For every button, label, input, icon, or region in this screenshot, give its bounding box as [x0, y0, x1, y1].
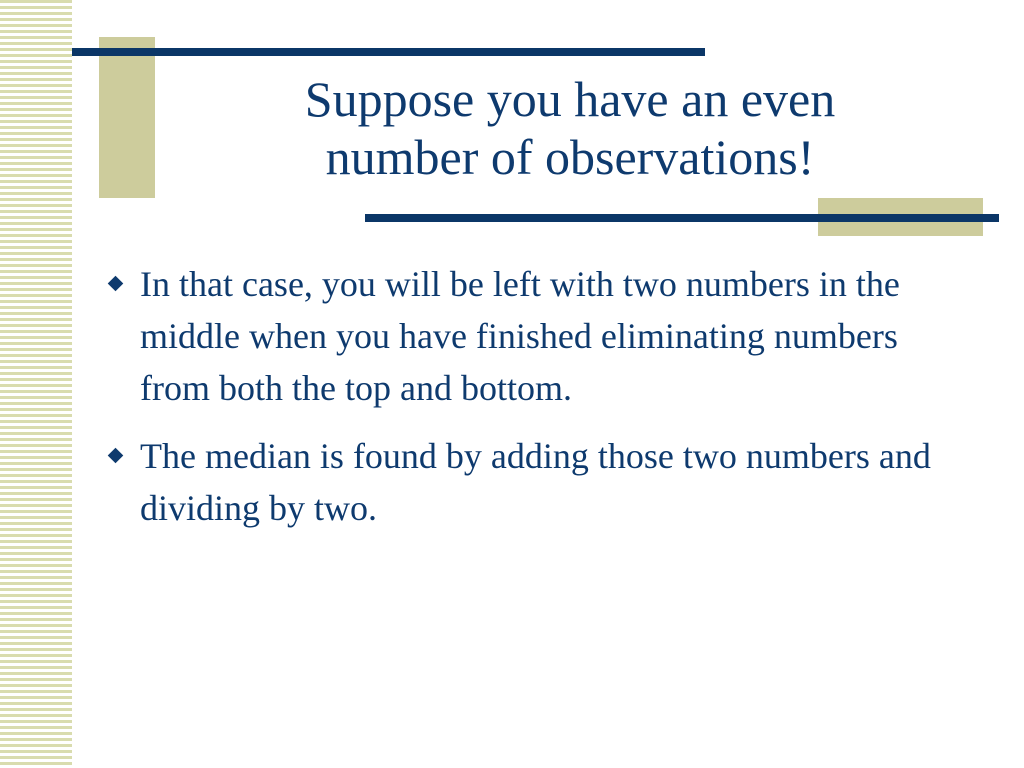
title-rule-top: [72, 48, 705, 56]
accent-block-top: [99, 37, 155, 198]
bullet-item: [100, 430, 960, 534]
left-stripe-decoration: [0, 0, 72, 768]
slide-title-line-1: Suppose you have an even: [304, 71, 836, 127]
bullet-item: [100, 258, 960, 414]
diamond-bullet-icon: [108, 276, 124, 292]
bullet-list: [100, 258, 960, 550]
slide-title: [170, 70, 970, 186]
title-rule-bottom: [365, 214, 999, 222]
bullet-text: The median is found by adding those two numbers and dividing by two.: [140, 436, 931, 528]
slide-title-line-2: number of observations!: [325, 129, 815, 185]
bullet-text: In that case, you will be left with two numbers in the middle when you have finished eliminating numbers from both the top and bottom.: [140, 264, 900, 408]
diamond-bullet-icon: [108, 448, 124, 464]
